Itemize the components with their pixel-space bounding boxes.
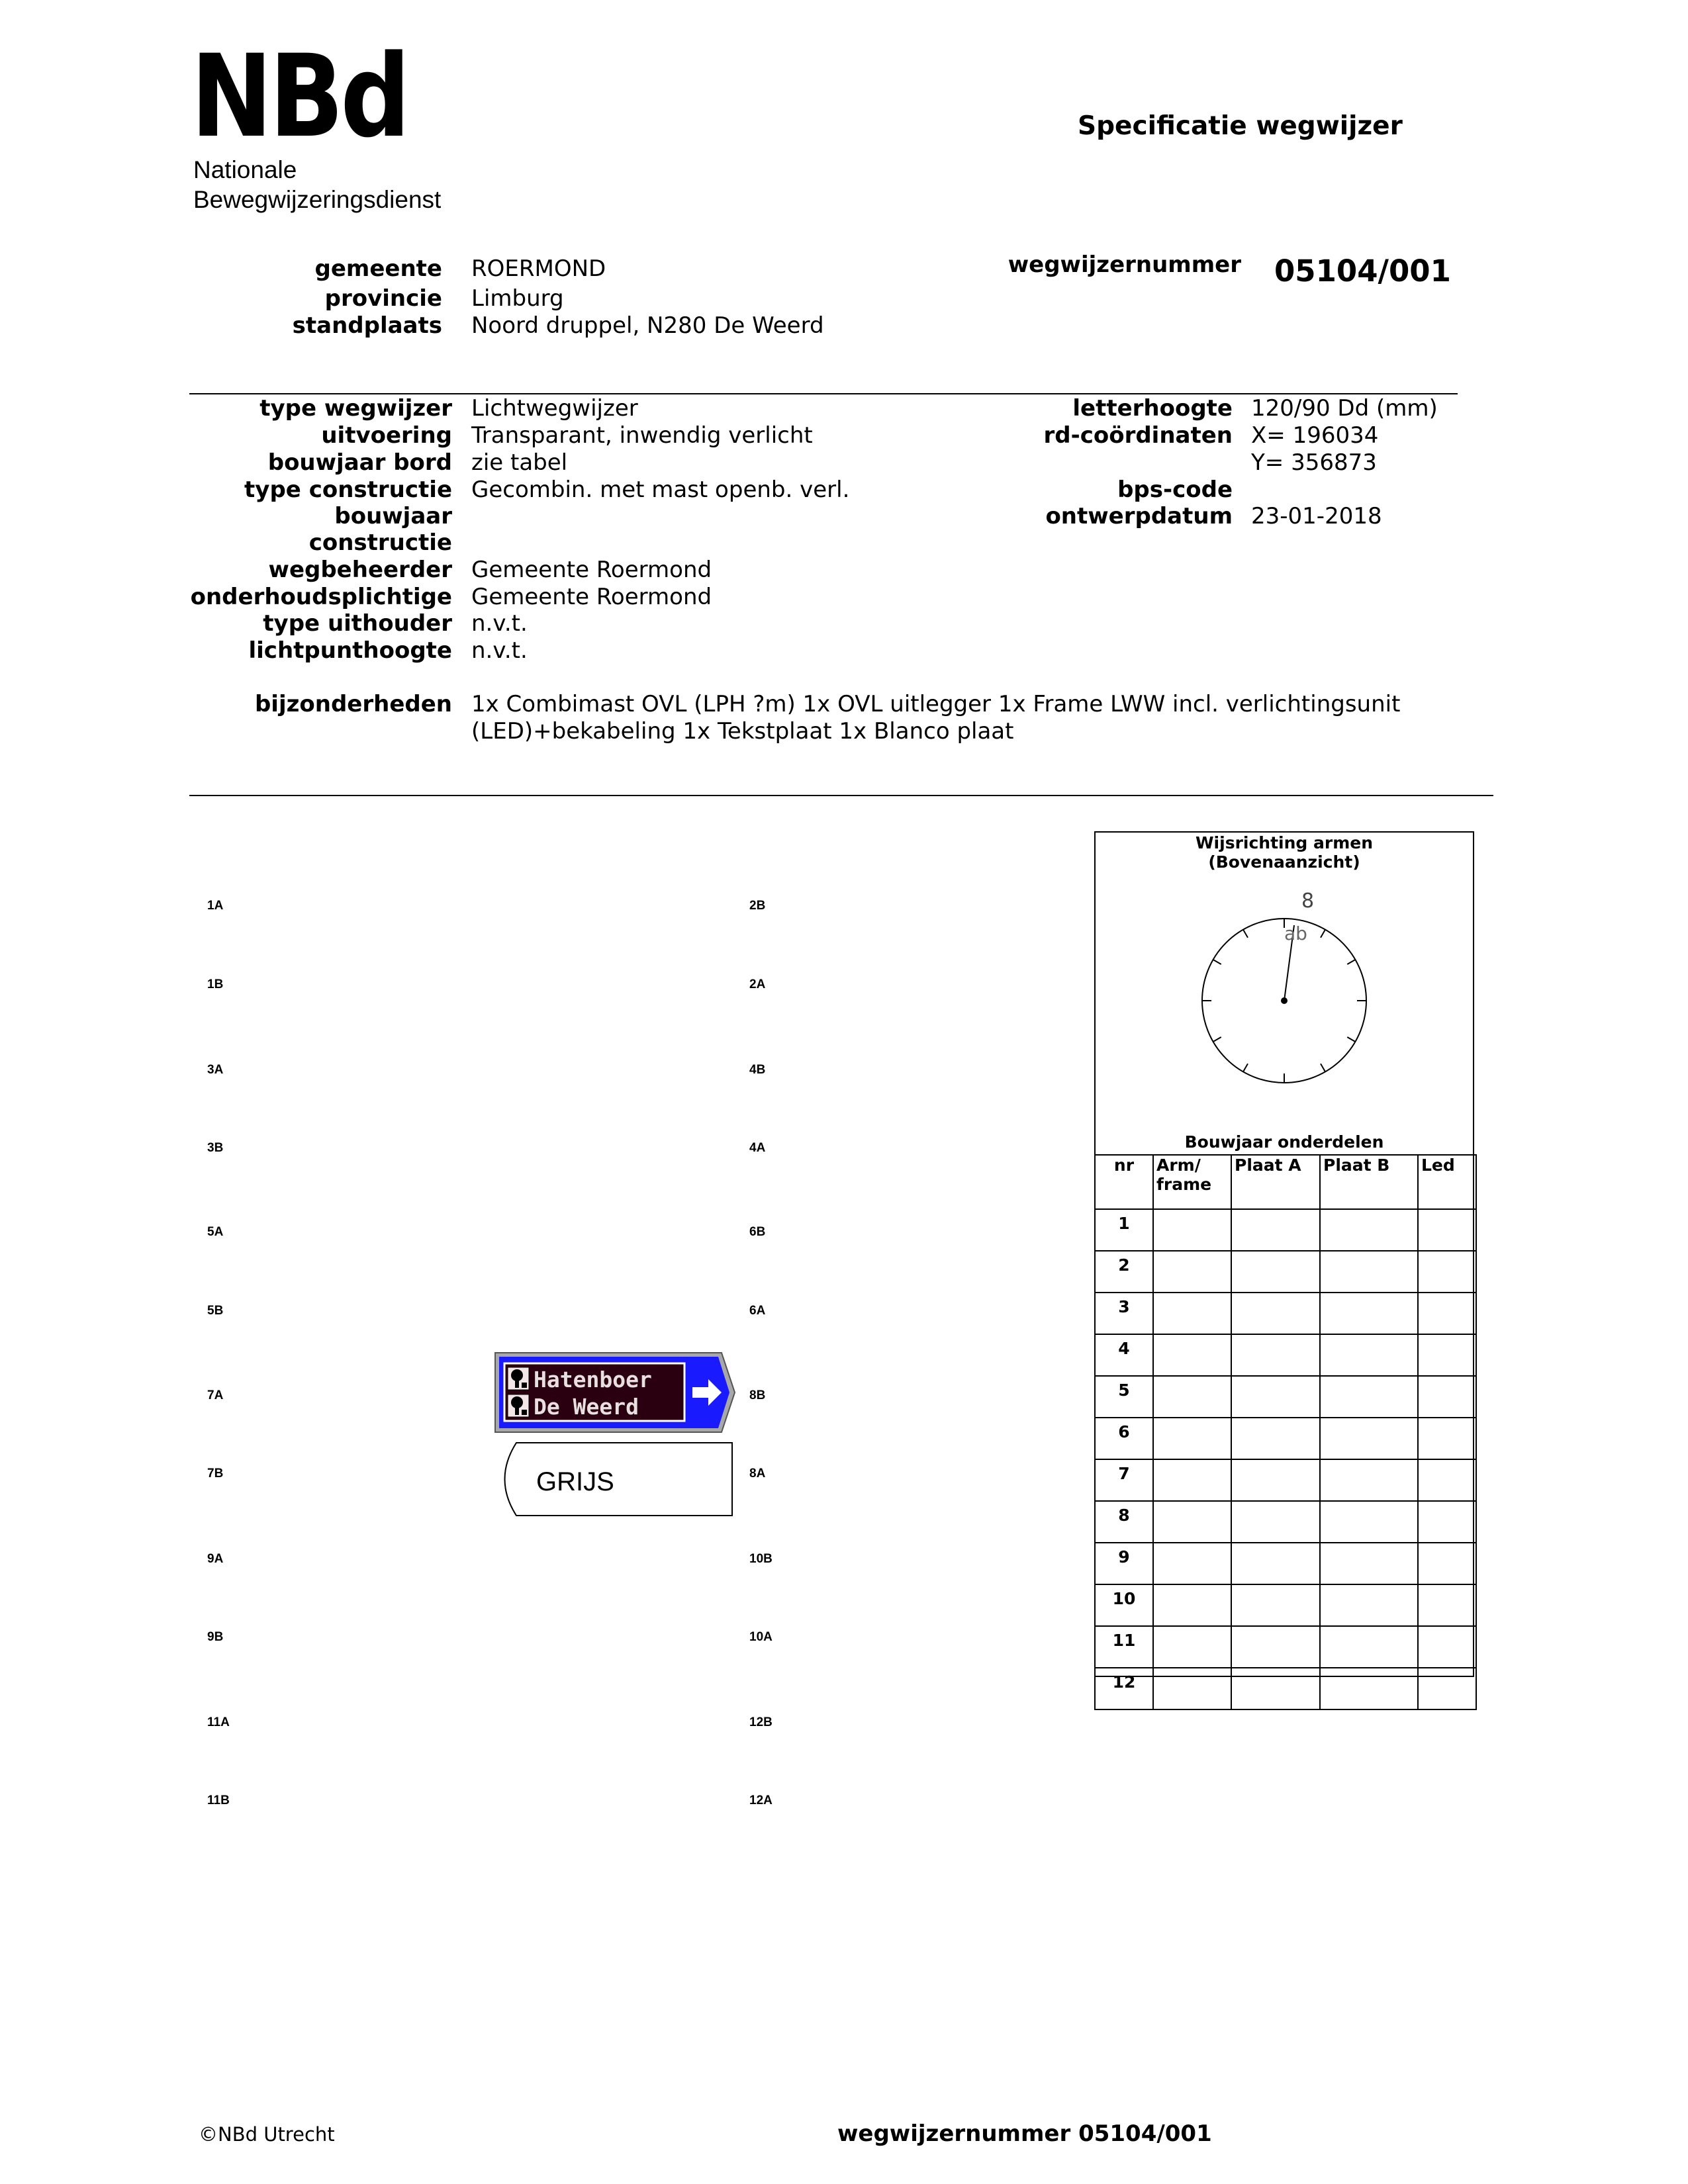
position-label: 3A [207,1063,224,1077]
lichtpunthoogte-label: lichtpunthoogte [248,637,452,664]
type-constructie-label: type constructie [244,477,452,503]
table-cell [1320,1501,1418,1543]
row-number: 11 [1095,1626,1153,1668]
bouwjaar-bord-value: zie tabel [471,449,568,476]
bouwjaar-constructie-label-line1: bouwjaar [334,503,452,529]
table-cell [1418,1334,1476,1376]
table-row [1095,1668,1476,1709]
table-cell [1320,1626,1418,1668]
col-header-arm-frame: Arm/ frame [1153,1155,1231,1209]
position-label: 4A [749,1141,766,1155]
position-label: 9A [207,1552,224,1566]
wegwijzernummer-label: wegwijzernummer [1008,251,1241,278]
org-name-line2: Bewegwijzeringsdienst [193,186,442,213]
table-cell [1320,1376,1418,1418]
row-number: 2 [1095,1251,1153,1293]
table-cell [1231,1418,1320,1459]
divider-bottom [189,795,1493,796]
table-cell [1418,1459,1476,1501]
uitvoering-label: uitvoering [321,422,452,449]
table-row [1095,1418,1476,1459]
compass-tick [1243,1064,1248,1071]
position-label: 2B [749,899,766,913]
bouwjaar-bord-label: bouwjaar bord [267,449,452,476]
table-row [1095,1251,1476,1293]
type-uithouder-value: n.v.t. [471,610,528,637]
wijsrichting-title-line1: Wijsrichting armen [1195,833,1374,852]
table-cell [1418,1626,1476,1668]
table-row [1095,1459,1476,1501]
col-header-nr: nr [1095,1155,1153,1209]
blank-plate-label: GRIJS [536,1467,614,1496]
ontwerpdatum-value: 23-01-2018 [1251,503,1382,529]
rd-x-value: X= 196034 [1251,422,1379,449]
position-label: 2A [749,978,766,991]
position-label: 11A [207,1715,230,1729]
table-cell [1320,1334,1418,1376]
table-cell [1418,1376,1476,1418]
table-cell [1231,1668,1320,1709]
position-label: 6B [749,1225,766,1239]
bps-code-label: bps-code [1117,477,1233,503]
compass-tick [1347,1037,1355,1042]
bouwjaar-constructie-label-line2: constructie [308,529,452,556]
table-cell [1320,1543,1418,1584]
position-label: 10B [749,1552,773,1566]
compass-center [1281,997,1288,1004]
type-wegwijzer-label: type wegwijzer [259,395,452,422]
table-cell [1153,1584,1231,1626]
table-cell [1153,1668,1231,1709]
row-number: 7 [1095,1459,1153,1501]
table-cell [1153,1459,1231,1501]
table-cell [1231,1584,1320,1626]
compass-diagram [1185,887,1383,1092]
table-row [1095,1501,1476,1543]
bouwjaar-table [1094,1154,1477,1710]
table-row [1095,1293,1476,1334]
row-number: 6 [1095,1418,1153,1459]
type-uithouder-label: type uithouder [263,610,452,637]
type-constructie-value: Gecombin. met mast openb. verl. [471,477,850,503]
bijzonderheden-line2: (LED)+bekabeling 1x Tekstplaat 1x Blanco plaat [471,718,1014,745]
table-cell [1418,1584,1476,1626]
position-label: 8A [749,1467,766,1480]
provincie-label: provincie [324,285,442,312]
table-cell [1231,1251,1320,1293]
bijzonderheden-line1: 1x Combimast OVL (LPH ?m) 1x OVL uitlegger 1x Frame LWW incl. verlichtingsunit [471,691,1401,717]
sign-symbol-1 [508,1367,529,1390]
compass-arm-number: 8 [1301,889,1315,913]
position-label: 12B [749,1715,773,1729]
compass-tick [1243,930,1248,938]
footer-copyright: ©NBd Utrecht [199,2123,335,2146]
table-cell [1153,1418,1231,1459]
table-cell [1418,1209,1476,1251]
table-cell [1320,1584,1418,1626]
letterhoogte-label: letterhoogte [1072,395,1233,422]
table-cell [1320,1668,1418,1709]
compass-tick [1347,960,1355,964]
sign-symbol-2 [508,1394,529,1417]
compass-tick [1321,1064,1325,1071]
compass-tick [1321,930,1325,938]
row-number: 12 [1095,1668,1153,1709]
onderhoudsplichtige-label: onderhoudsplichtige [190,584,452,610]
rd-y-value: Y= 356873 [1251,449,1377,476]
table-cell [1418,1668,1476,1709]
position-label: 1B [207,978,224,991]
table-cell [1153,1209,1231,1251]
row-number: 5 [1095,1376,1153,1418]
table-row [1095,1626,1476,1668]
table-cell [1231,1376,1320,1418]
table-row [1095,1209,1476,1251]
letterhoogte-value: 120/90 Dd (mm) [1251,395,1438,422]
gemeente-value: ROERMOND [471,255,606,282]
position-label: 8B [749,1388,766,1402]
position-label: 3B [207,1141,224,1155]
table-cell [1153,1251,1231,1293]
table-cell [1231,1293,1320,1334]
compass-tick [1213,1037,1221,1042]
table-cell [1231,1543,1320,1584]
table-cell [1320,1293,1418,1334]
table-cell [1231,1459,1320,1501]
position-label: 10A [749,1630,773,1644]
onderhoudsplichtige-value: Gemeente Roermond [471,584,712,610]
rd-coordinaten-label: rd-coördinaten [1043,422,1233,449]
row-number: 8 [1095,1501,1153,1543]
row-number: 1 [1095,1209,1153,1251]
table-row [1095,1334,1476,1376]
position-label: 1A [207,899,224,913]
wijsrichting-title-line2: (Bovenaanzicht) [1208,852,1360,872]
position-label: 7B [207,1467,224,1480]
sign-text-line1: Hatenboer [534,1367,652,1392]
row-number: 10 [1095,1584,1153,1626]
position-label: 7A [207,1388,224,1402]
col-header-led: Led [1418,1155,1476,1209]
table-cell [1418,1293,1476,1334]
org-name-line1: Nationale [193,156,297,183]
sign-text-line2: De Weerd [534,1394,639,1420]
row-number: 3 [1095,1293,1153,1334]
wegwijzernummer-value: 05104/001 [1274,253,1451,289]
table-cell [1231,1501,1320,1543]
compass-arm-letters: ab [1284,923,1307,944]
provincie-value: Limburg [471,285,564,312]
position-label: 5B [207,1304,224,1318]
position-label: 9B [207,1630,224,1644]
col-header-plaat-a: Plaat A [1231,1155,1320,1209]
table-cell [1153,1543,1231,1584]
uitvoering-value: Transparant, inwendig verlicht [471,422,813,449]
lichtpunthoogte-value: n.v.t. [471,637,528,664]
document-title: Specificatie wegwijzer [1078,111,1403,141]
bijzonderheden-label: bijzonderheden [254,691,452,717]
table-cell [1153,1293,1231,1334]
position-label: 5A [207,1225,224,1239]
bouwjaar-title: Bouwjaar onderdelen [1184,1132,1384,1152]
col-header-plaat-b: Plaat B [1320,1155,1418,1209]
table-cell [1153,1501,1231,1543]
wegbeheerder-label: wegbeheerder [268,557,452,583]
table-cell [1231,1209,1320,1251]
table-row [1095,1543,1476,1584]
table-row [1095,1584,1476,1626]
position-label: 4B [749,1063,766,1077]
table-cell [1418,1543,1476,1584]
sign-drawing [490,1350,741,1522]
table-cell [1153,1376,1231,1418]
table-cell [1153,1626,1231,1668]
row-number: 4 [1095,1334,1153,1376]
ontwerpdatum-label: ontwerpdatum [1045,503,1233,529]
position-label: 12A [749,1794,773,1807]
nbd-logo: NBd [191,30,407,163]
type-wegwijzer-value: Lichtwegwijzer [471,395,638,422]
table-cell [1231,1334,1320,1376]
table-cell [1418,1418,1476,1459]
row-number: 9 [1095,1543,1153,1584]
table-row [1095,1376,1476,1418]
table-cell [1320,1209,1418,1251]
position-label: 6A [749,1304,766,1318]
gemeente-label: gemeente [314,255,442,282]
table-cell [1320,1459,1418,1501]
table-cell [1231,1626,1320,1668]
table-cell [1320,1418,1418,1459]
table-cell [1418,1251,1476,1293]
table-cell [1418,1501,1476,1543]
position-label: 11B [207,1794,230,1807]
table-cell [1153,1334,1231,1376]
standplaats-label: standplaats [292,312,442,339]
table-cell [1320,1251,1418,1293]
divider-top [189,393,1458,394]
standplaats-value: Noord druppel, N280 De Weerd [471,312,824,339]
compass-tick [1213,960,1221,964]
footer-wegwijzernummer: wegwijzernummer 05104/001 [837,2120,1212,2147]
wegbeheerder-value: Gemeente Roermond [471,557,712,583]
